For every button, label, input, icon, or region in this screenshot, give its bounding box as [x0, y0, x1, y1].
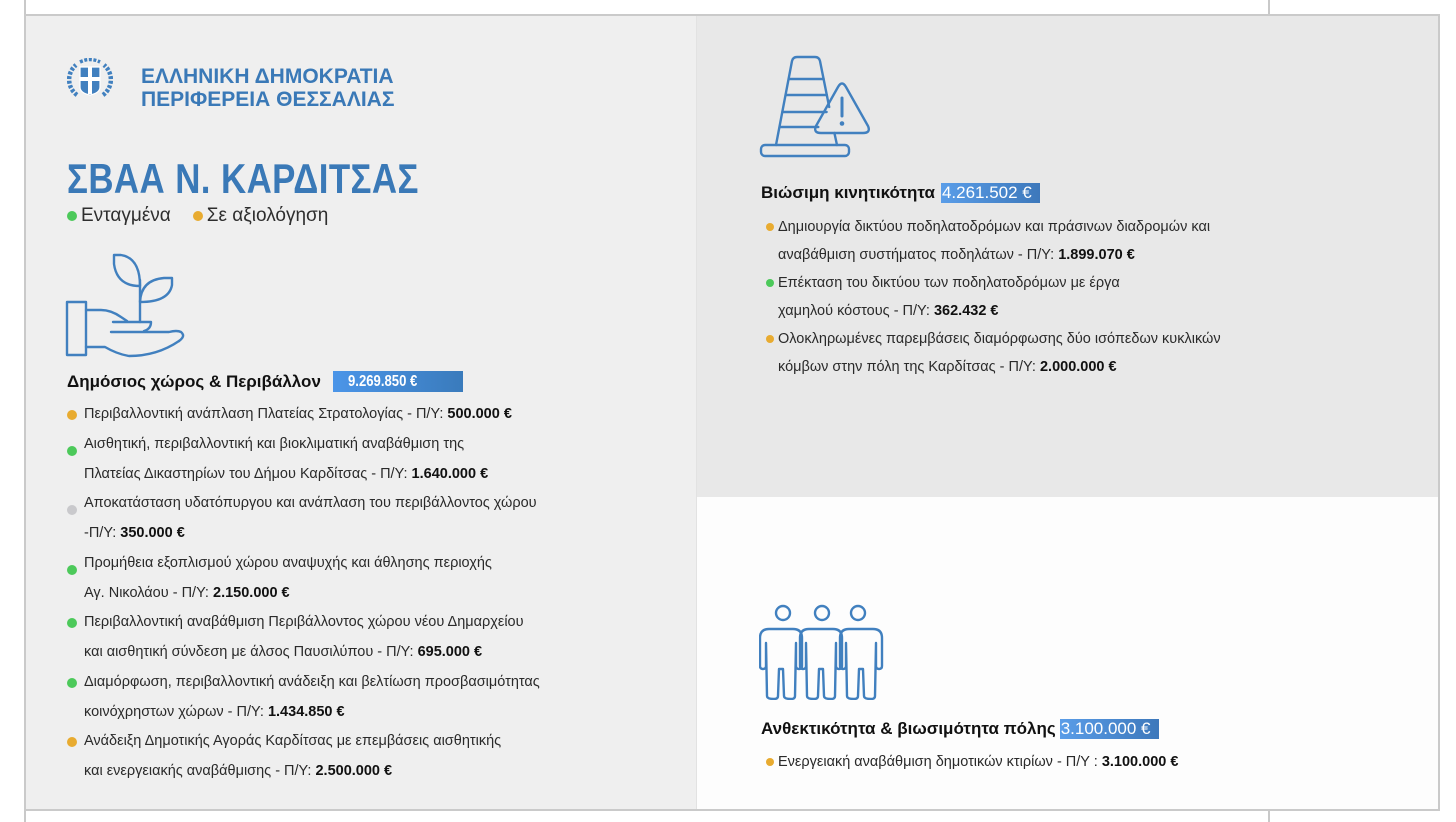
section-total-badge: 4.261.502 € — [941, 183, 1040, 203]
status-dot-icon — [766, 758, 774, 766]
bottom-guide-line — [1268, 810, 1270, 822]
legend-item-under-evaluation — [193, 205, 329, 227]
project-text: Περιβαλλοντική αναβάθμιση Περιβάλλοντος χώρου νέου Δημαρχείου — [84, 614, 524, 631]
project-budget: 1.640.000 € — [411, 465, 489, 482]
project-text: Δημιουργία δικτύου ποδηλατοδρόμων και πράσινων διαδρομών και — [778, 219, 1211, 235]
legend-item-approved — [67, 205, 171, 227]
project-item — [766, 213, 1221, 269]
panel-city-resilience — [697, 497, 1438, 809]
section-title: Βιώσιμη κινητικότητα — [761, 182, 935, 202]
project-budget: 350.000 € — [120, 525, 185, 541]
panel-public-space — [26, 16, 697, 809]
section-title: Δημόσιος χώρος & Περιβάλλον — [67, 371, 321, 391]
project-text: -Π/Υ: 350.000 € — [84, 525, 185, 541]
project-budget: 2.500.000 € — [315, 763, 393, 779]
org-line-2: ΠΕΡΙΦΕΡΕΙΑ ΘΕΣΣΑΛΙΑΣ — [141, 88, 395, 111]
section-header-resilience — [761, 718, 1159, 739]
project-text: κοινόχρηστων χώρων - Π/Υ: 1.434.850 € — [84, 703, 345, 720]
status-dot-icon — [67, 618, 77, 628]
project-text: Πλατείας Δικαστηρίων του Δήμου Καρδίτσας - Π/Υ: 1.640.000 € — [84, 465, 489, 482]
legend-label: Σε αξιολόγηση — [206, 205, 329, 226]
legend-label: Ενταγμένα — [81, 205, 171, 226]
organization-name — [141, 65, 394, 111]
hand-plant-icon — [65, 250, 187, 360]
project-item — [67, 430, 540, 490]
project-item — [67, 727, 540, 787]
project-text: χαμηλού κόστους - Π/Υ: 362.432 € — [778, 303, 999, 319]
project-text: και αισθητική σύνδεση με άλσος Παυσιλύπου - Π/Υ: 695.000 € — [84, 644, 483, 660]
orange-dot-icon — [193, 211, 203, 221]
project-budget: 695.000 € — [417, 644, 483, 660]
project-budget: 1.434.850 € — [267, 703, 345, 720]
status-dot-icon — [766, 279, 774, 287]
section-total-badge: 3.100.000 € — [1060, 719, 1159, 739]
page-title: ΣΒΑΑ Ν. ΚΑΡΔΙΤΣΑΣ — [67, 155, 419, 202]
status-legend — [67, 205, 350, 227]
project-text: αναβάθμιση συστήματος ποδηλάτων - Π/Υ: 1.899.070 € — [778, 247, 1135, 263]
top-guide-line — [1268, 0, 1270, 15]
project-budget: 1.899.070 € — [1058, 247, 1135, 263]
project-text: Προμήθεια εξοπλισμού χώρου αναψυχής και άθλησης περιοχής — [84, 554, 492, 571]
project-item — [67, 668, 540, 728]
project-text: Ολοκληρωμένες παρεμβάσεις διαμόρφωσης δύο ισόπεδων κυκλικών — [778, 331, 1221, 347]
status-dot-icon — [67, 678, 77, 688]
project-text: και ενεργειακής αναβάθμισης - Π/Υ: 2.500.000 € — [84, 763, 393, 779]
traffic-cone-warning-icon — [759, 55, 871, 158]
people-group-icon — [759, 603, 885, 700]
project-item — [67, 608, 540, 668]
status-dot-icon — [67, 737, 77, 747]
status-dot-icon — [67, 565, 77, 575]
panel-sustainable-mobility — [697, 16, 1438, 497]
project-text: Αγ. Νικολάου - Π/Υ: 2.150.000 € — [84, 584, 290, 601]
project-item — [766, 748, 1178, 776]
section-total-badge: 9.269.850 € — [333, 371, 463, 392]
infographic-frame — [24, 14, 1440, 811]
project-budget: 2.150.000 € — [213, 584, 290, 601]
project-budget: 3.100.000 € — [1101, 754, 1179, 770]
project-text: Ενεργειακή αναβάθμιση δημοτικών κτιρίων - Π/Υ : 3.100.000 € — [778, 754, 1179, 770]
section-header-mobility — [761, 182, 1040, 203]
project-text: Επέκταση του δικτύου των ποδηλατοδρόμων με έργα — [778, 275, 1120, 291]
green-dot-icon — [67, 211, 77, 221]
project-budget: 500.000 € — [447, 406, 512, 422]
project-text: Ανάδειξη Δημοτικής Αγοράς Καρδίτσας με επεμβάσεις αισθητικής — [84, 733, 502, 750]
status-dot-icon — [67, 410, 77, 420]
project-text: Αισθητική, περιβαλλοντική και βιοκλιματική αναβάθμιση της — [84, 435, 465, 452]
greek-coat-of-arms-icon — [67, 58, 113, 100]
project-item — [766, 325, 1221, 381]
project-budget: 2.000.000 € — [1039, 359, 1117, 375]
project-item — [67, 400, 540, 430]
project-item — [67, 489, 540, 549]
status-dot-icon — [766, 335, 774, 343]
section-header-public-space — [67, 371, 463, 392]
project-text: Αποκατάσταση υδατόπυργου και ανάπλαση του περιβάλλοντος χώρου — [84, 495, 537, 512]
project-text: κόμβων στην πόλη της Καρδίτσας - Π/Υ: 2.000.000 € — [778, 359, 1117, 375]
status-dot-icon — [766, 223, 774, 231]
project-text: Περιβαλλοντική ανάπλαση Πλατείας Στρατολογίας - Π/Υ: 500.000 € — [84, 406, 512, 422]
section-title: Ανθεκτικότητα & βιωσιμότητα πόλης — [761, 718, 1056, 738]
project-item — [766, 269, 1221, 325]
status-dot-icon — [67, 505, 77, 515]
status-dot-icon — [67, 446, 77, 456]
project-list-resilience — [766, 748, 1178, 776]
project-item — [67, 549, 540, 609]
project-list-mobility — [766, 213, 1221, 381]
project-budget: 362.432 € — [933, 303, 999, 319]
org-line-1: ΕΛΛΗΝΙΚΗ ΔΗΜΟΚΡΑΤΙΑ — [141, 65, 394, 88]
project-list-public-space — [67, 400, 540, 787]
project-text: Διαμόρφωση, περιβαλλοντική ανάδειξη και βελτίωση προσβασιμότητας — [84, 673, 540, 690]
